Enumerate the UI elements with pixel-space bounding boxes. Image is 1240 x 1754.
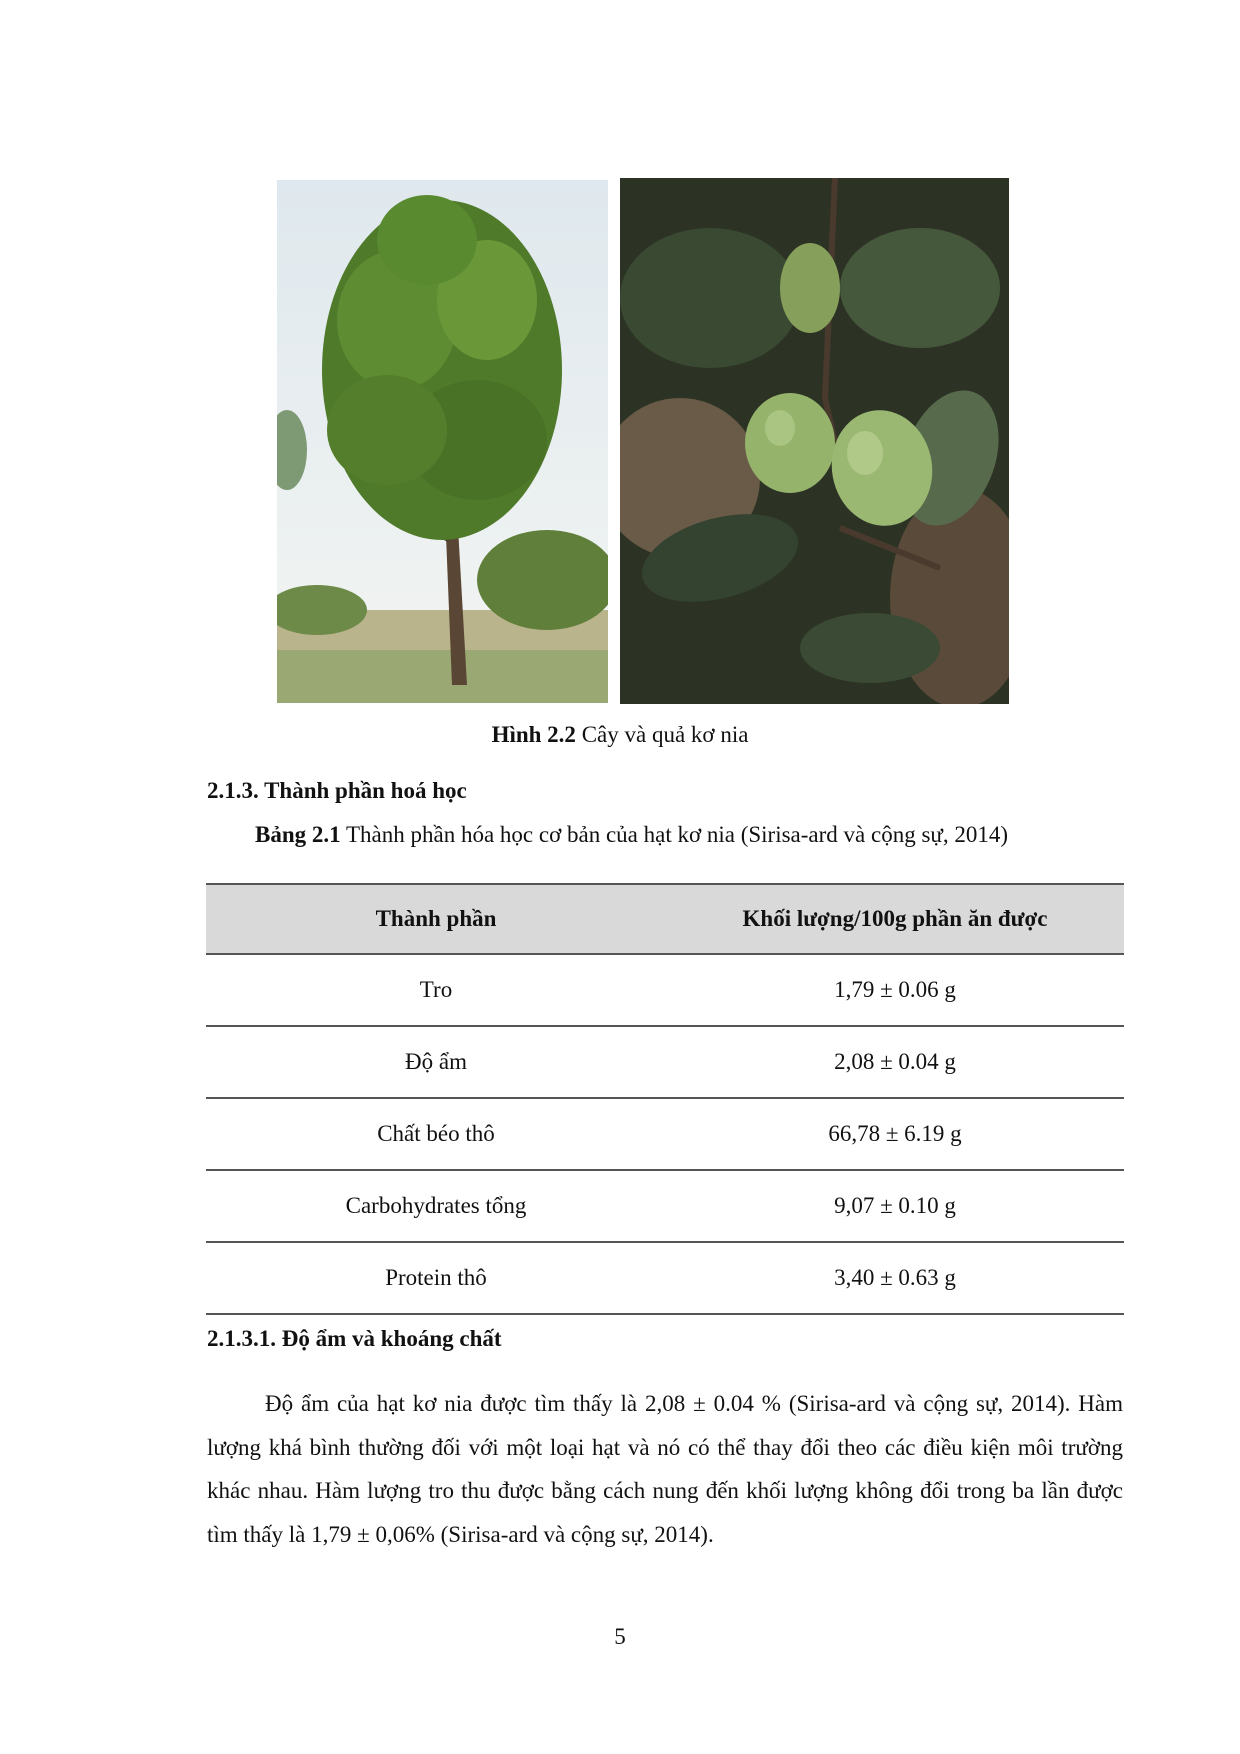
- table-row: [206, 1242, 1124, 1314]
- figure-caption-text: Cây và quả kơ nia: [575, 722, 749, 747]
- cell-component: Độ ẩm: [206, 1026, 666, 1098]
- figure-caption-label: Hình 2.2: [491, 722, 576, 747]
- tree-photo: [277, 180, 608, 703]
- cell-component: Tro: [206, 954, 666, 1026]
- page-number: 5: [614, 1624, 626, 1649]
- table-row: [206, 1170, 1124, 1242]
- table-row: [206, 954, 1124, 1026]
- section-heading: 2.1.3. Thành phần hoá học: [207, 778, 467, 803]
- fruit-photo: [620, 178, 1009, 704]
- cell-mass: 1,79 ± 0.06 g: [666, 954, 1124, 1026]
- table-row: [206, 1026, 1124, 1098]
- body-paragraph: Độ ẩm của hạt kơ nia được tìm thấy là 2,08 ± 0.04 % (Sirisa-ard và cộng sự, 2014). Hàm lượng khá bình thường đối với một loại hạt và nó có thể thay đổi theo các điều kiện môi trường khác nhau. Hàm lượng tro thu được bằng cách nung đến khối lượng không đổi trong ba lần được tìm thấy là 1,79 ± 0,06% (Sirisa-ard và cộng sự, 2014).: [207, 1391, 1123, 1547]
- table-caption-text: Thành phần hóa học cơ bản của hạt kơ nia (Sirisa-ard và cộng sự, 2014): [340, 822, 1009, 847]
- table-caption: [255, 822, 1008, 848]
- table-header-row: [206, 884, 1124, 954]
- cell-mass: 66,78 ± 6.19 g: [666, 1098, 1124, 1170]
- table-row: [206, 1098, 1124, 1170]
- table-caption-label: Bảng 2.1: [255, 822, 341, 847]
- cell-component: Protein thô: [206, 1242, 666, 1314]
- header-component: Thành phần: [206, 884, 666, 954]
- cell-mass: 3,40 ± 0.63 g: [666, 1242, 1124, 1314]
- figure-caption: [0, 722, 1240, 748]
- cell-mass: 9,07 ± 0.10 g: [666, 1170, 1124, 1242]
- cell-component: Carbohydrates tổng: [206, 1170, 666, 1242]
- cell-component: Chất béo thô: [206, 1098, 666, 1170]
- cell-mass: 2,08 ± 0.04 g: [666, 1026, 1124, 1098]
- header-mass: Khối lượng/100g phần ăn được: [666, 884, 1124, 954]
- subsection-heading: 2.1.3.1. Độ ẩm và khoáng chất: [207, 1326, 502, 1351]
- composition-table: [206, 883, 1124, 1315]
